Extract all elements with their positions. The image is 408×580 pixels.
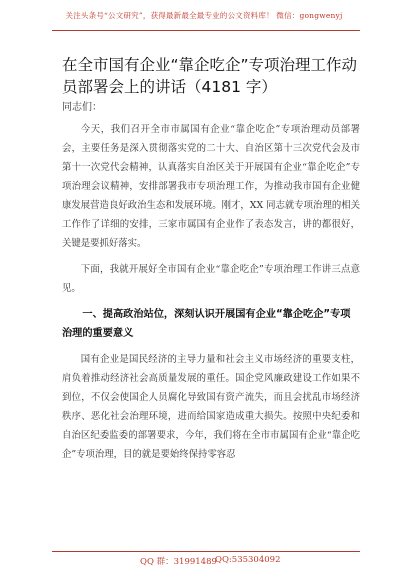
paragraph-outline: 下面，我就开展好全市国有企业“靠企吃企”专项治理工作讲三点意见。	[62, 264, 360, 294]
footer-qq-contact: QQ:535304092	[215, 555, 281, 565]
header-banner	[0, 0, 408, 38]
paragraph-intro: 今天，我们召开全市市属国有企业“靠企吃企”专项治理动员部署会，主要任务是深入贯彻落实党的二十大、自治区第十三次党代会及市第十一次党代会精神，认真落实自治区关于开展国有企业“靠企吃企”专项治理会议精神，安排部署我市专项治理工作，为推动我市国有企业健康发展营造良好政治生态和发展环境。刚才，XX 同志就专项治理的相关工作作了详细的安排，三家市属国有企业作了表态发言，讲的都很好，关键是要抓好落实。	[62, 124, 360, 249]
footer-qq-group: QQ 群：31991489	[140, 557, 217, 567]
document-title: 在全市国有企业“靠企吃企”专项治理工作动员部署会上的讲话（4181 字）	[62, 56, 358, 96]
footer-banner	[0, 549, 408, 580]
section-heading-1: 一、提高政治站位，深刻认识开展国有企业“靠企吃企”专项治理的重要意义	[62, 309, 351, 339]
document-body	[62, 120, 360, 471]
header-divider	[52, 30, 360, 31]
paragraph-section-1: 国有企业是国民经济的主导力量和社会主义市场经济的重要支柱，肩负着推动经济社会高质量发展的重任。国企党风廉政建设工作如果不到位，不仅会使国企人员腐化导致国有资产流失，而且会扰乱市场经济秩序、恶化社会治理环境，进而给国家造成重大损失。按照中央纪委和自治区纪委监委的部署要求，今年，我们将在全市市属国有企业“靠企吃企”专项治理，目的就是要始终保持零容忍	[62, 354, 360, 460]
header-banner-text: 关注头条号“公文研究”，获得最新最全最专业的公文资料库！ 微信：gongwenyj	[65, 11, 343, 20]
footer-divider	[52, 551, 360, 552]
salutation: 同志们：	[62, 102, 102, 113]
